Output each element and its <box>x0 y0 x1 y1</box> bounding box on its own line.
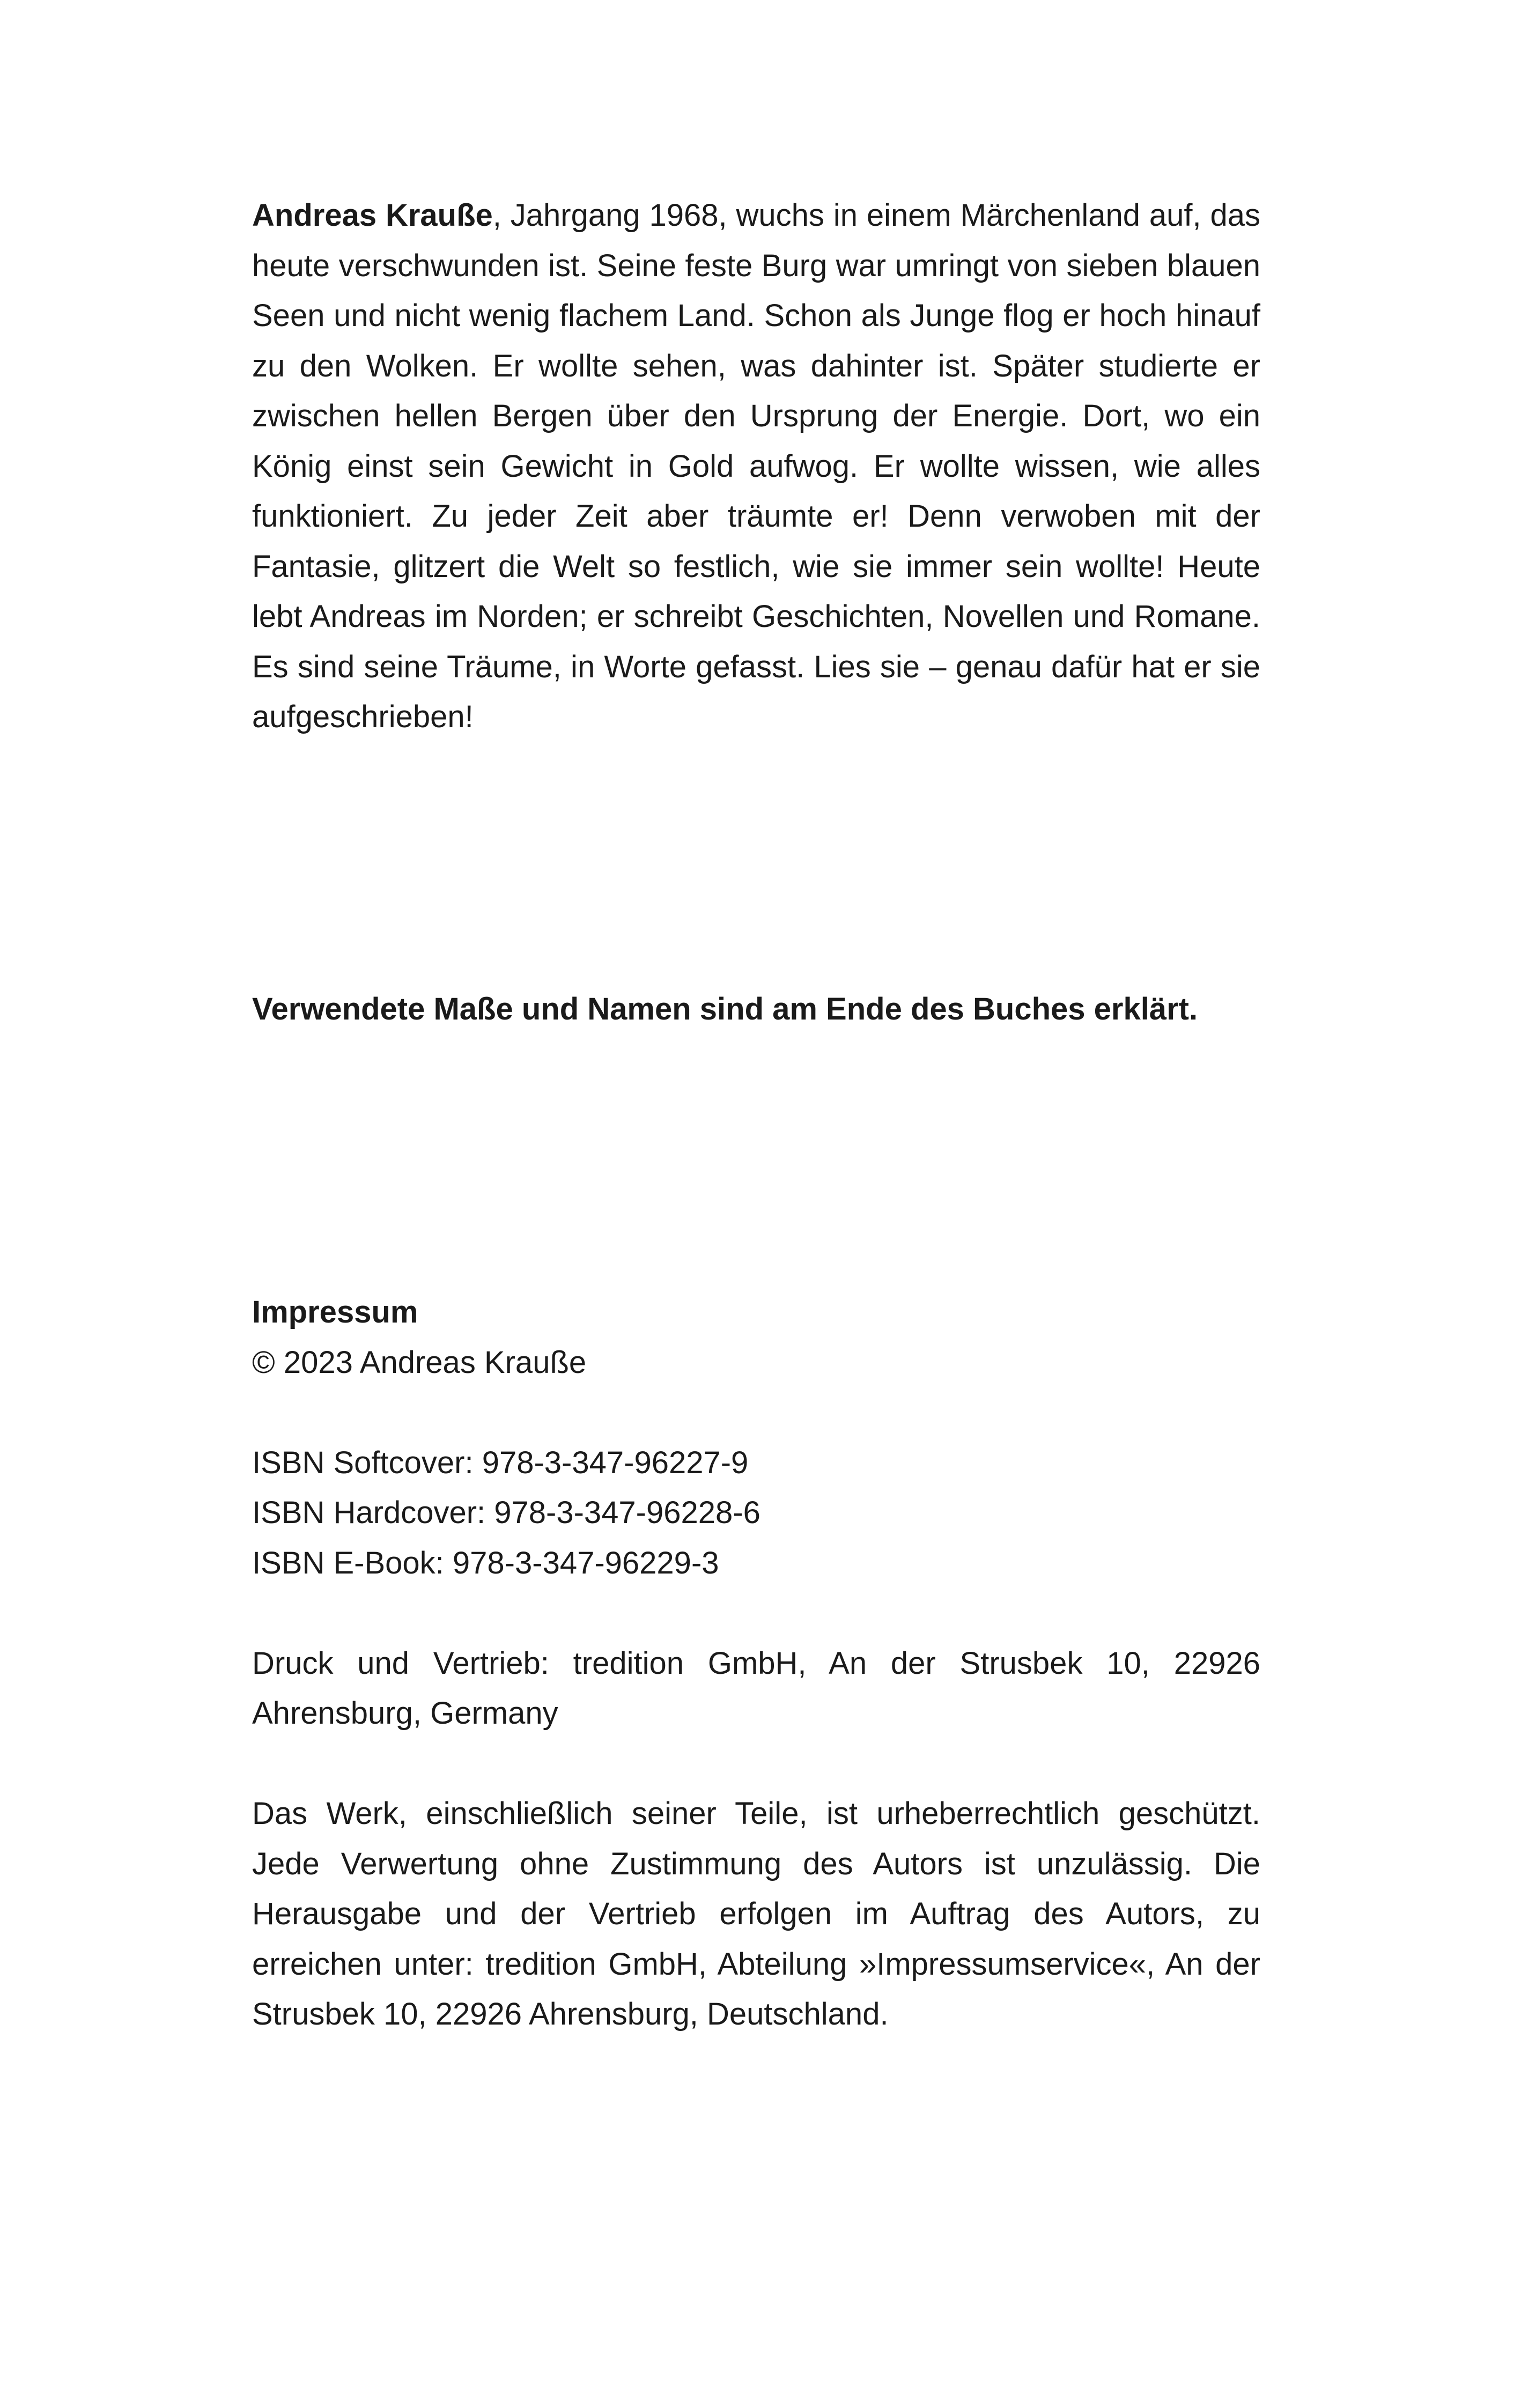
isbn-hardcover: ISBN Hardcover: 978-3-347-96228-6 <box>252 1495 760 1530</box>
isbn-softcover: ISBN Softcover: 978-3-347-96227-9 <box>252 1445 749 1480</box>
rights-notice: Das Werk, einschließlich seiner Teile, ist urheberrechtlich geschützt. Jede Verwertung ohne Zustimmung des Autors ist unzulässig. Die Herausgabe und der Vertrieb erfolgen im Auftrag des Autors, zu erreichen unter: tredition GmbH, Abteilung »Impressumservice«, An der Strusbek 10, 22926 Ahrensburg, Deutschland. <box>252 1796 1260 2032</box>
isbn-ebook: ISBN E-Book: 978-3-347-96229-3 <box>252 1545 719 1580</box>
author-name: Andreas Krauße <box>252 198 493 233</box>
author-bio-text: , Jahrgang 1968, wuchs in einem Märchenland auf, das heute verschwunden ist. Seine feste Burg war umringt von sieben blauen Seen und nicht wenig flachem Land. Schon als Junge flog er hoch hinauf zu den Wolken. Er wollte sehen, was dahinter ist. Später studierte er zwischen hellen Bergen über den Ursprung der Energie. Dort, wo ein König einst sein Gewicht in Gold aufwog. Er wollte wissen, wie alles funktioniert. Zu jeder Zeit aber träumte er! Denn verwoben mit der Fantasie, glitzert die Welt so festlich, wie sie immer sein wollte! Heute lebt Andreas im Norden; er schreibt Geschichten, Novellen und Romane. Es sind seine Träume, in Worte gefasst. Lies sie – genau dafür hat er sie aufgeschrieben! <box>252 198 1261 734</box>
spacer <box>252 1387 1260 1438</box>
spacer <box>252 1588 1260 1638</box>
author-bio <box>252 190 1260 742</box>
copyright-line: © 2023 Andreas Krauße <box>252 1345 587 1380</box>
print-distribution: Druck und Vertrieb: tredition GmbH, An der Strusbek 10, 22926 Ahrensburg, Germany <box>252 1645 1260 1731</box>
spacer <box>252 1739 1260 1789</box>
measures-names-note: Verwendete Maße und Namen sind am Ende des Buches erklärt. <box>252 992 1198 1026</box>
imprint-section <box>252 1287 1260 2040</box>
imprint-heading: Impressum <box>252 1295 418 1329</box>
